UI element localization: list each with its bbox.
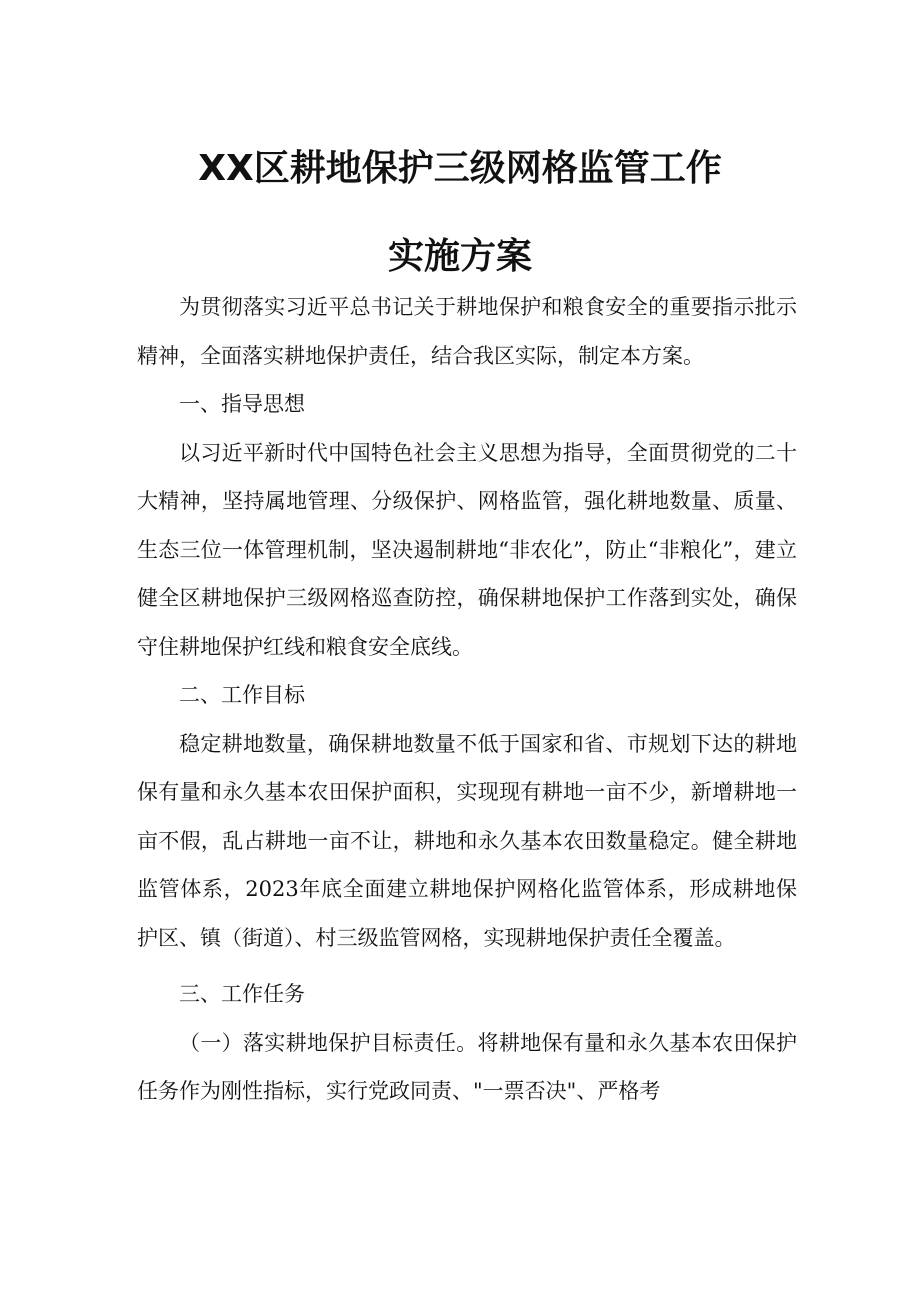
document-title-line-2: 实施方案 — [387, 236, 532, 277]
section-3-heading: 三、工作任务 — [179, 982, 305, 1006]
intro-paragraph: 为贯彻落实习近平总书记关于耕地保护和粮食安全的重要指示批示精神，全面落实耕地保护责任，结合我区实际，制定本方案。 — [137, 295, 797, 368]
section-gap — [137, 962, 797, 970]
section-2-heading: 二、工作目标 — [179, 683, 305, 707]
section-2-paragraph: 稳定耕地数量，确保耕地数量不低于国家和省、市规划下达的耕地保有量和永久基本农田保护面积，实现现有耕地一亩不少，新增耕地一亩不假，乱占耕地一亩不让，耕地和永久基本农田数量稳定。健全耕地监管体系，2023年底全面建立耕地保护网格化监管体系，形成耕地保护区、镇（街道）、村三级监管网格，实现耕地保护责任全覆盖。 — [137, 731, 797, 950]
document-title-line-1: XX区耕地保护三级网格监管工作 — [198, 148, 722, 189]
section-1-paragraph: 以习近平新时代中国特色社会主义思想为指导，全面贯彻党的二十大精神，坚持属地管理、分级保护、网格监管，强化耕地数量、质量、生态三位一体管理机制，坚决遏制耕地“非农化”，防止“非粮化”，建立健全区耕地保护三级网格巡查防控，确保耕地保护工作落到实处，确保守住耕地保护红线和粮食安全底线。 — [137, 440, 797, 659]
document-body — [137, 283, 797, 1116]
section-3-item-1-paragraph: （一）落实耕地保护目标责任。将耕地保有量和永久基本农田保护任务作为刚性指标，实行党政同责、"一票否决"、严格考 — [137, 1030, 797, 1103]
section-1-heading: 一、指导思想 — [179, 392, 305, 416]
